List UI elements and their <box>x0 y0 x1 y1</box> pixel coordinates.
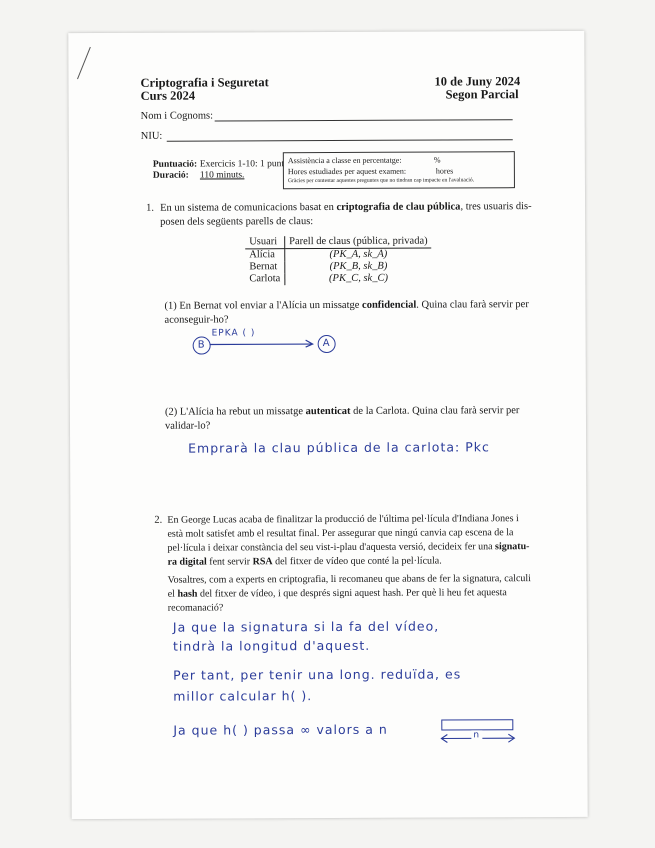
table-cell-user: Bernat <box>245 261 284 273</box>
answer-arrow-label: EPKA ( ) <box>211 328 256 339</box>
table-header: Parell de claus (pública, privada) <box>285 236 432 249</box>
q2-p2-line1: Vosaltres, com a experts en criptografia, li recomaneu que abans de fer la signatura, calculi <box>167 573 531 586</box>
table-row <box>245 261 431 274</box>
thanks-note: Gràcies per contestar aquestes preguntes que no tindran cap impacte en l'avaluació. <box>287 177 475 185</box>
exam-sheet <box>68 31 587 819</box>
q1-sub2-answer: Emprarà la clau pública de la carlota: Pkc <box>188 439 490 456</box>
survey-box <box>283 151 515 189</box>
score-label: Puntuació: <box>152 159 198 170</box>
niu-label: NIU: <box>140 130 163 142</box>
exam-date: 10 de Juny 2024 <box>434 74 521 89</box>
table-cell-keys: (PK_B, sk_B) <box>329 260 388 272</box>
course-year: Curs 2024 <box>140 88 196 103</box>
hours-unit: hores <box>435 166 454 176</box>
q1-sub2: (2) L'Alícia ha rebut un missatge autenticat de la Carlota. Quina clau farà servir per <box>164 405 520 418</box>
q2-p2-line3: recomanació? <box>167 602 224 614</box>
q2-p1-line1: En George Lucas acaba de finalitzar la producció de l'última pel·lícula d'Indiana Jones i <box>167 513 519 526</box>
answer-node-b: B <box>193 337 211 355</box>
table-cell-user: Carlota <box>245 273 284 285</box>
q2-answer-line: tindrà la longitud d'aquest. <box>172 637 371 654</box>
q2-answer-line: Ja que la signatura si la fa del vídeo, <box>172 618 440 635</box>
q2-p1-line4: ra digital fent servir RSA del fitxer de vídeo que conté la pel·lícula. <box>167 555 442 568</box>
q2-answer-line: millor calcular h( ). <box>173 688 313 704</box>
answer-box-label: n <box>473 730 481 741</box>
q1-sub1-line2: aconseguir-ho? <box>164 314 229 326</box>
table-row <box>245 273 431 286</box>
q2-p1-line3: pel·lícula i deixar constància del seu vist-i-plau d'aquesta versió, decideix fer una signatu- <box>167 541 530 554</box>
q1-intro-line2: posen dels següents parells de claus: <box>160 216 314 228</box>
q2-p1-line2: està molt satisfet amb el resultat final. Per assegurar que ningú canvia cap escena de la <box>167 527 514 540</box>
duration-value: 110 minuts. <box>199 170 245 181</box>
q1-intro: En un sistema de comunicacions basat en criptografia de clau pública, tres usuaris dis- <box>160 201 532 214</box>
attendance-label: Assistència a classe en percentatge: <box>287 155 402 166</box>
table-cell-user: Alícia <box>245 249 284 262</box>
keys-table <box>245 236 432 286</box>
answer-box-drawing <box>441 719 513 730</box>
table-cell-keys: (PK_A, sk_A) <box>329 248 388 260</box>
duration-label: Duració: <box>152 170 189 181</box>
hours-label: Hores estudiades per aquest examen: <box>287 166 407 177</box>
score-value: Exercicis 1-10: 1 punt <box>199 159 285 170</box>
name-line[interactable] <box>215 119 513 121</box>
q2-number: 2. <box>154 514 163 526</box>
course-title: Criptografia i Seguretat <box>140 75 269 90</box>
niu-line[interactable] <box>167 139 513 142</box>
q1-number: 1. <box>146 202 154 214</box>
attendance-unit: % <box>433 155 441 165</box>
q1-sub1: (1) En Bernat vol enviar a l'Alícia un missatge confidencial. Quina clau farà servir per <box>164 299 529 312</box>
name-label: Nom i Cognoms: <box>140 110 214 122</box>
table-cell-keys: (PK_C, sk_C) <box>329 272 388 284</box>
exam-title: Segon Parcial <box>445 87 519 102</box>
q2-answer-line: Per tant, per tenir una long. reduïda, es <box>173 666 462 683</box>
q2-answer-line: Ja que h( ) passa ∞ valors a n <box>173 721 388 738</box>
pencil-mark <box>74 45 94 81</box>
table-header: Usuari <box>245 236 284 249</box>
arrow-right-icon <box>208 338 318 348</box>
answer-node-a: A <box>318 335 336 353</box>
table-row <box>245 248 431 261</box>
q2-p2-line2: el hash del fitxer de vídeo, i que després signi aquest hash. Per què li heu fet aquesta <box>167 587 507 600</box>
q1-sub2-line2: validar-lo? <box>164 420 211 432</box>
